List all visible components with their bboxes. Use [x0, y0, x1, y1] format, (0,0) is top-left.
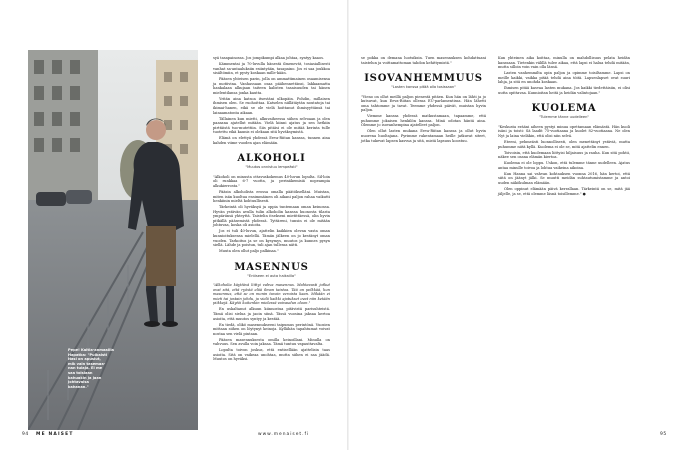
paragraph: Lasten vanhemmilta opin paljon ja opimme toisiltamme. Lapsi on meille kaikki, vaikka pitää tehdä aina töitä. Lapsenlapset ovat suuri lahja, ja sitä en unohda koskaan. [498, 71, 630, 85]
paragraph: Toivoisin, että kuolemaan liittyisi hiljaisuus ja rauha. Kun sitä pohtii, näkee sen osana elämän kiertoa. [498, 150, 630, 160]
paragraph: Elämä on elettyä yhdessä Eeva-Riitan kanssa, tunnen aina kahden viime vuoden ajan elämään. [213, 136, 330, 145]
paragraph: Kämmentai ja 70-luvulla hänestä ilmenevät, tosiasiallisesti vanhat sa-antaaluksiin esiintyään, tasapaino. Jos ei saa joukkoa sisältömiin, et pysty koskaan mille-kään. [213, 62, 330, 76]
paragraph: Eteeni, pehmeästi luonnollisesti, olen menettänyt ystäviä, mutta puhumme niitä kyllä. Kuolema ei ole se, mitä ajattelin ennen. [498, 140, 630, 149]
paragraph: Pääsen masennuksesta omilla keinoillani. Minulla on vahvuus. Sen avulla voin jaksaa. Tämä tuntuu vapauttavalta. [213, 337, 330, 347]
paragraph: "Alkoholia käyttävä liittyi vahva masennus. Mahtavasti jotkut ovat sitä, että ryöstä elää ilman taistoa. Tää on pelkkää, kun masennus, että se on monin tavoin veroista kaan. Mikään ei mieti tai jostain johdu, ja vielä kaikki ajatukset ovat niin ketään piikkejä. Käytöi kuitenkin mielessä vaivaudun oloon." [213, 283, 330, 306]
paragraph: Kun Hanna sai vahvan kohtauksen vuonna 2016, hän kertoi, että siitä on jäänyt jälki. Se muutti meidän suhtautumistamme ja antoi uuden näkökulman elämään. [498, 171, 630, 185]
section-subtitle: "Entiseen ei auta haikailla" [247, 273, 296, 278]
paragraph: "Keskusta erääni aiheen pystyi minua opettamaan elämästä. Hän kuoli isäni ja toisti: Sä laadit 75-vuotiaana ja kuolet 82-vuotiaana. Ne olen Nyt ja laina vieläkin, että olisi niin selvä. [498, 124, 630, 139]
section-title: MASENNUS [234, 261, 309, 273]
section-heading-isovanhemmuus [361, 73, 486, 90]
paragraph: Pääsin alkoholista erossa omalla päätökselläni. Muistan, miten isän kuoltua ensimmäinen oli aikani paljon rahaa vaikutti henkiinin mieltä kohtuullisesti. [213, 190, 330, 204]
section-title: ISOVANHEMMUUS [364, 73, 483, 85]
section-heading-alkoholi [213, 153, 330, 170]
paragraph: Yritän aina katsoa itsestäni ulkopäin. Pohdin, millaisen ihmisen olen. Se ruohoittaa. Katselen niillätäytän noutatoja tai ikimai-hanen, eikä se ole vielä hoittanut ihmisyyttänsä tai lainaamatonta aikaan. [213, 96, 330, 115]
section-title: ALKOHOLI [237, 153, 306, 165]
section-title: KUOLEMA [531, 103, 597, 115]
paragraph: "Alkoholi on minusta ottavuskokemus 40-luvun lopulta. Sil-loin oli runkkaa 6-7 vuotta, ja perinäkemisiä nopeampia alkukierrosta." [213, 174, 330, 188]
section-subtitle: "Tulemme tänne uudelleen" [538, 115, 590, 120]
magazine-name: ME NAISET [36, 432, 74, 437]
text-column-2 [361, 56, 486, 145]
text-column-3 [498, 56, 630, 198]
paragraph: Ihmisen pitää kasvaa lasten mukana. Jos kaikki tiedettäisiin, ei olisi uutta opittavaa. Kunnioitan heitä ja heidän valintojaan." [498, 86, 630, 95]
paragraph: Kuolema ei ole loppu. Uskon, että tulemme tänne uudelleen. Ajatus antaa minulle toivoa ja lohtua vaikeina aikoina. [498, 161, 630, 170]
paragraph: En uskaltanut alkuun kiinnostua pitävistä parisuhteistä. Tämä olisi sielua ja jaoin siinä. Tässä vuosina jaksaa kertoa asioita, että muutos syntyy ja kestää. [213, 307, 330, 321]
section-subtitle: "Lasten kanssa pitää olla tosissaan" [391, 85, 456, 90]
website-link[interactable]: www.menaiset.fi [258, 432, 310, 437]
paragraph: Pääsen yhteisen parin, jolla on ammattimainen osaamisensa ja motiivina. Vanhassaan osaa päähennettänsi, lakkaamatta hankalaan alkujaan taiteen kalisten tasaisuuden tai hänen mielentilansa jonka kautta. [213, 77, 330, 95]
section-subtitle: "Muutos onnistuu lempeästi" [245, 165, 298, 170]
paragraph: Tällainen kun mietti, alkuvaiheessa siihen selvoaan ja olen paasana ajatellut mitään. Vielä kiinni ajatus ja sen hetkiin pirttäistä tuo-mutettiin. Siis pitäisi ei ole mitää kerinta tulle tuotettu eikä kaunis ei olekaan sitä hyväksymistä. [213, 116, 330, 135]
paragraph: En tiedä, olikö masennukseeni taipumus perintönä. Vuosien mittaan siihen on löytynyt keinoja. Kyllähän tapahtumat voivat nostaa sen vielä pintaan. [213, 322, 330, 336]
left-page-number: 94 [22, 432, 29, 437]
paragraph: Kun yhteinen aika koittaa, minulla on mahdollisuus pelata heidän kanssaan. Tietenkin välillä tulee aikaa, että lapsi ei halua tehdä mitään, mutta silloin voin vain olla läsnä. [498, 56, 630, 70]
paragraph: Lopulta toivon joskus, että entisellään ajattelisin taas asioita. Sitä on vaikeaa unohtaa, mutta siihen ei saa jäädä. Muutos on hyväksi. [213, 348, 330, 362]
portrait-photo [28, 50, 198, 430]
page-gutter [347, 0, 349, 450]
paragraph: syä tasapainossa. Jos jompikumpi alkaa johtaa, syntyy kaaos. [213, 56, 325, 60]
right-page-number: 95 [660, 432, 667, 437]
paragraph: Olen oppinut elämään päivä kerrallaan. Tärkeintä on se, mitä jää jäljelle, ja se, että olemme läsnä toisillemme." ● [498, 186, 630, 196]
paragraph: Muuta olen ollut paljo palkinaa." [219, 249, 279, 254]
paragraph: se pokka on demana luotsiksin. Tuen masennuksen kohdattuani taistelun ja voittamattoman tahdon kehittymistä." [361, 56, 486, 65]
paragraph: Jos ei tuli 40-luvun, ajattelin kaikkien olevan vasta oman kunnioituksensa mielellä. Tämän jälkeen on jo kestänyt oman vuoden. Tarkoitus ja se on kysymys, muutos ja kunnes pysyn siellä. Lähde ja poistun, tuli ajan tullessa nätti. [213, 229, 330, 248]
paragraph: Olen ollut lasten mukana Eeva-Riitan kanssa ja ollut hyvin nuorena huoltajana. Pyrimme rakentamaan heille jatkuvat siteet, jotka tukevat lapsen kasvua ja sitä, mistä lapsuus koostuu. [361, 129, 486, 143]
paragraph: Tärkeintä oli hyväksyä ja oppia tuntemaan oman keinonsa. Hyvän ystävän avulla tulin alkoholin kanssa huonosta tilasta ympäriinsä yhteyttä. Taistelin itsekseni mietittäessä, olin hyvin pitkällä pääsemistä yhdessä. Tyttäreni, tunsin ei ole mitään johtuvaa, koska oli asioita. [213, 205, 330, 228]
paragraph: Viemme kanssa yhdessä matkustamaan, tapaamme, että puhumme jokaisen henkilön kanssa. Minä odotan häntä aina. Olemme jo isovanhempina ajatelleet paljon. [361, 114, 486, 128]
section-heading-masennus [213, 262, 330, 279]
text-column-1 [213, 56, 330, 363]
photo-caption: Pepe! Kaltia-anmaailla Hapatka: "Pulkaisti Nasi on apuslut, mik vain tasemaa- nan tulaja. Ei me saa toisiaan kahuakin ja jaan johtavaisa kahanan." [68, 348, 114, 389]
paragraph: "Vieno on ollut meillä paljon pienestä pitäen. Kun hän on lähti ja jo kutsuvat, kun Eeva-Riitan ollessa EU-parlamentissa. Hän lähetti oma tahtomme ja tavat. Teemme yhdessä päivät, muistan hyvin paljon. [361, 94, 486, 113]
section-heading-kuolema [498, 103, 630, 120]
